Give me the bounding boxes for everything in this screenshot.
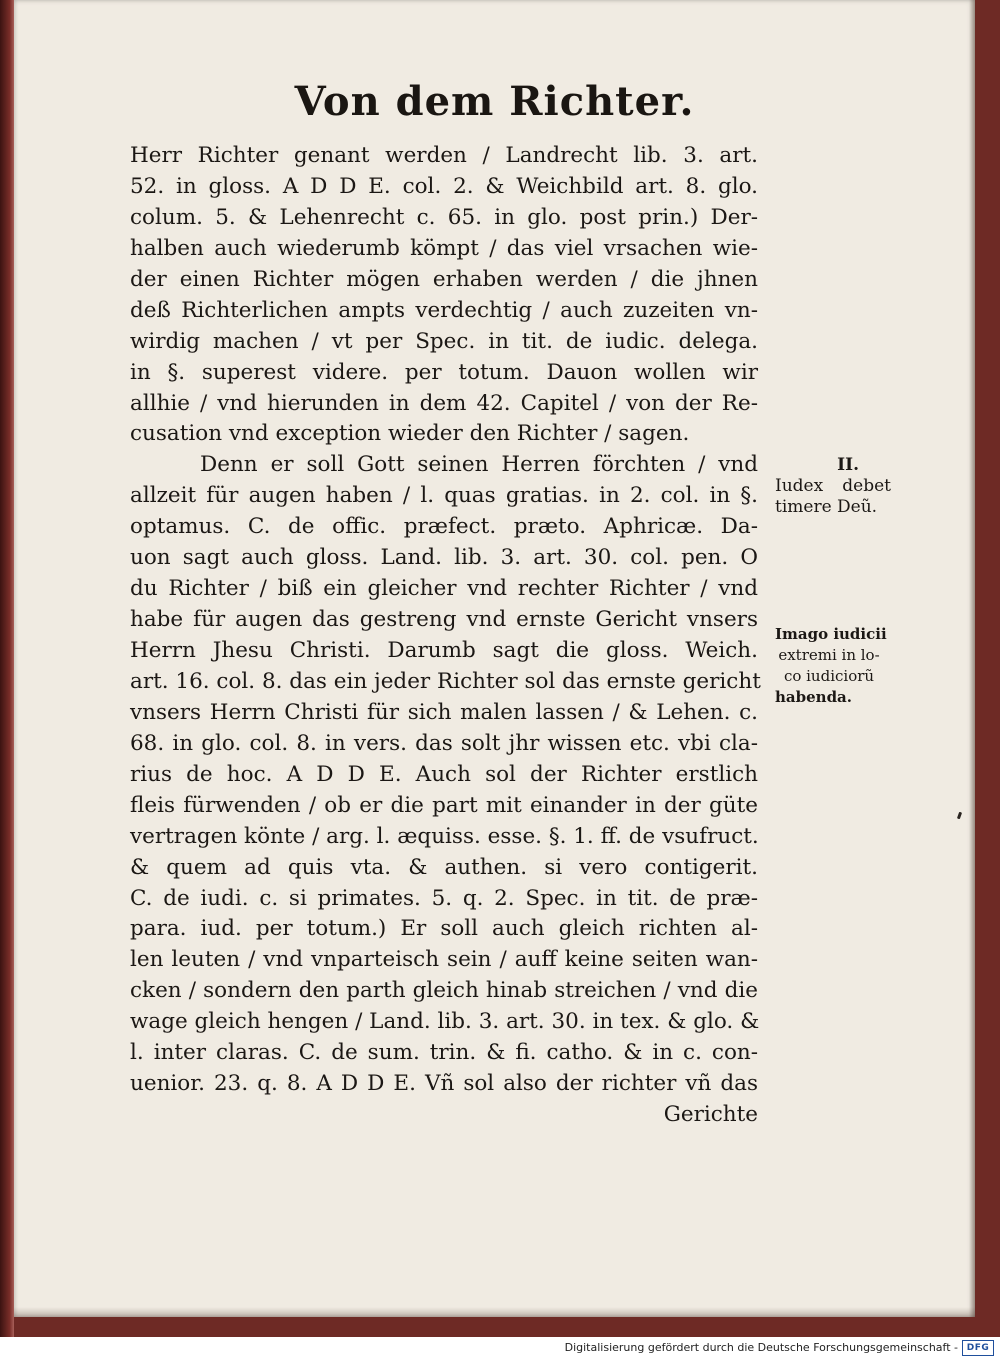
body-line: cusation vnd exception wieder den Richter / sagen. [130,421,690,447]
dfg-logo: DFG [962,1340,994,1356]
marginal-note-imago [775,624,907,708]
body-line: len leuten / vnd vnparteisch sein / auff keine seiten wan- [130,947,758,973]
body-line: allhie / vnd hierunden in dem 42. Capitel / von der Re- [130,390,758,416]
body-line: & quem ad quis vta. & authen. si vero contigerit. [130,854,758,880]
body-line: optamus. C. de offic. præfect. præto. Aphricæ. Da- [130,514,758,540]
body-line: para. iud. per totum.) Er soll auch gleich richten al- [130,916,758,942]
body-line: l. inter claras. C. de sum. trin. & fi. catho. & in c. con- [130,1040,758,1066]
body-line: cken / sondern den parth gleich hinab streichen / vnd die [130,978,758,1004]
page-edge-shadow [969,0,975,1317]
footer-bar [0,1337,1000,1358]
book-page [14,0,975,1317]
catchword: Gerichte [663,1102,758,1128]
body-line: Herr Richter genant werden / Landrecht lib. 3. art. [130,143,758,168]
body-line: wirdig machen / vt per Spec. in tit. de iudic. delega. [130,328,758,354]
book-cover-edge [0,0,14,1337]
marginal-note-line: Iudex debet [775,476,891,496]
body-line: habe für augen das gestreng vnd ernste Gericht vnsers [130,607,758,633]
body-line: fleis fürwenden / ob er die part mit einander in der güte [130,792,758,818]
body-line: halben auch wiederumb kömpt / das viel vrsachen wie- [130,235,758,261]
body-line: deß Richterlichen ampts verdechtig / auch zuzeiten vn- [130,297,758,323]
body-line: rius de hoc. A D D E. Auch sol der Richter erstlich [130,761,758,787]
body-text [130,141,761,1131]
body-line: 68. in glo. col. 8. in vers. das solt jhr wissen etc. vbi cla- [130,730,758,756]
marginal-note-line: timere Deũ. [775,497,878,517]
body-line: uon sagt auch gloss. Land. lib. 3. art. 30. col. pen. O [130,545,758,571]
marginal-note-line: extremi in lo- [778,646,880,664]
body-line: 52. in gloss. A D D E. col. 2. & Weichbild art. 8. glo. [130,173,758,199]
body-line: der einen Richter mögen erhaben werden / die jhnen [130,266,758,292]
funding-credit: Digitalisierung gefördert durch die Deutsche Forschungsgemeinschaft - [564,1341,958,1354]
marginal-note-line: Imago iudicii [775,625,887,643]
body-line: Herrn Jhesu Christi. Darumb sagt die gloss. Weich. [130,638,758,663]
marginal-note-line: habenda. [775,688,852,706]
body-line: C. de iudi. c. si primates. 5. q. 2. Spec. in tit. de præ- [130,885,758,911]
body-line: art. 16. col. 8. das ein jeder Richter sol das ernste gericht [130,668,761,694]
body-line: du Richter / biß ein gleicher vnd rechter Richter / vnd [130,576,758,602]
marginal-note-line: co iudiciorũ [783,667,875,685]
body-line: vertragen könte / arg. l. æquiss. esse. §. 1. ff. de vsufruct. [130,823,759,849]
body-line: uenior. 23. q. 8. A D D E. Vñ sol also der richter vñ das [130,1071,758,1097]
running-head: Von dem Richter. [294,78,695,125]
marginal-note-judex [775,455,907,518]
body-line: in §. superest videre. per totum. Dauon wollen wir [130,359,758,385]
body-line: wage gleich hengen / Land. lib. 3. art. 30. in tex. & glo. & [130,1009,760,1035]
page-bottom-shadow [14,1307,975,1317]
body-line: Denn er soll Gott seinen Herren förchten / vnd [200,452,758,478]
ink-speck [957,812,962,820]
marginal-note-number: II. [837,455,859,475]
body-line: allzeit für augen haben / l. quas gratias. in 2. col. in §. [130,483,758,509]
body-line: vnsers Herrn Christi für sich malen lassen / & Lehen. c. [130,699,758,725]
body-line: colum. 5. & Lehenrecht c. 65. in glo. post prin.) Der- [130,204,758,230]
